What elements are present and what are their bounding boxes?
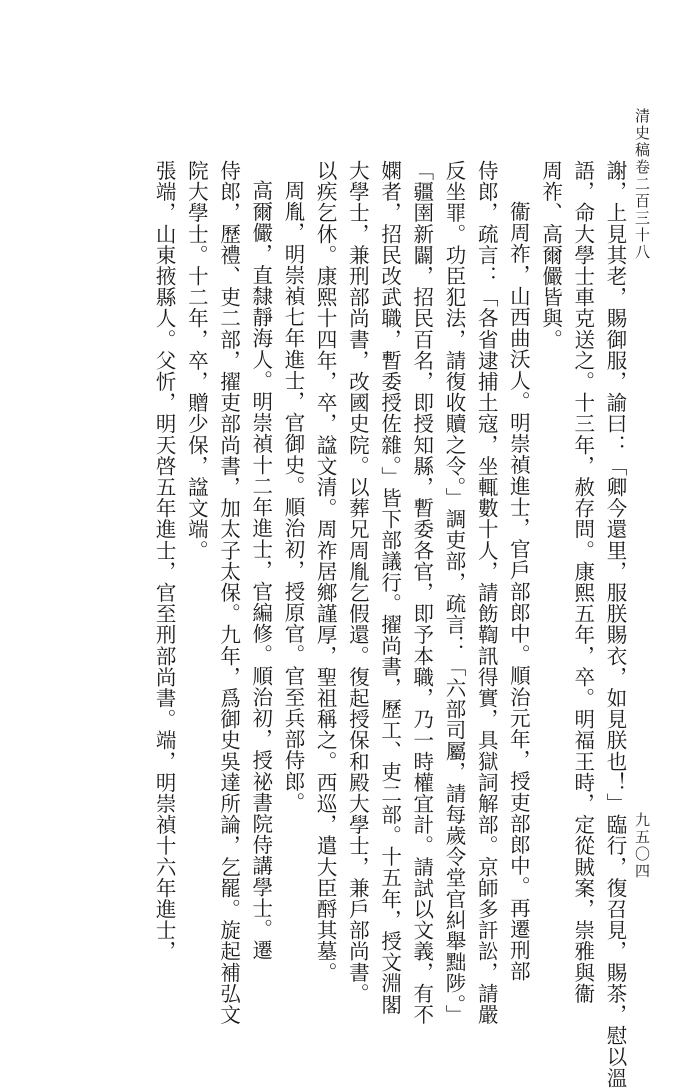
text-column: 張端，山東掖縣人。父忻，明天啓五年進士，官至刑部尚書。端，明崇禎十六年進士， [152,160,177,962]
text-column: 衞周祚，山西曲沃人。明崇禎進士，官戶部郎中。順治元年，授吏部郎中。再遷刑部 [506,201,531,982]
text-column: 以疾乞休。康熙十四年，卒，諡文清。周祚居鄉謹厚，聖祖稱之。西巡，遣大臣酹其墓。 [313,160,338,983]
text-column: 嫻者，招民改武職，暫委授佐雜。」皆下部議行。擢尚書，歷工、吏二部。十五年，授文淵閣 [377,160,402,1015]
page-number: 九五〇四 [633,812,651,880]
text-column: 高爾儼，直隸靜海人。明崇禎十二年進士，官編修。順治初，授祕書院侍講學士。遷 [248,180,273,961]
text-column: 大學士，兼刑部尚書，改國史院。以葬兄周胤乞假還。復起授保和殿大學士，兼戶部尚書。 [345,160,370,1004]
text-column: 院大學士。十二年，卒，贈少保，諡文端。 [184,160,209,561]
text-column: 侍郎，歷禮、吏二部，擢吏部尚書，加太子太保。九年，爲御史吳達所論，乞罷。旋起補弘文 [216,160,241,1026]
text-column: 周祚、高爾儼皆與。 [538,160,563,350]
text-column: 謝，上見其老，賜御服，諭曰：「卿今還里，服朕賜衣，如見朕也！」臨行，復召見，賜茶，慰以溫 [603,160,627,1088]
text-column: 侍郎，疏言：「各省逮捕土寇，坐輒數十人，請飭鞫訊得實，具獄詞解部。京師多訐訟，請嚴 [474,160,499,1026]
vertical-text-body [148,160,631,1088]
text-column: 語，命大學士車克送之。十三年，赦存問。康熙五年，卒。明福王時，定從賊案，崇雅與衞 [570,160,595,1004]
running-header-title: 清史稿卷二百三十八 [633,108,651,261]
text-column: 反坐罪。功臣犯法，請復收贖之令。」調吏部，疏言：「六部司屬，請每歲令堂官糾舉黜陟。」 [441,160,466,1026]
text-column: 周胤，明崇禎七年進士，官御史。順治初，授原官。官至兵部侍郎。 [280,180,305,813]
text-column: 「疆圉新闢，招民百名，即授知縣，暫委各官，即予本職，乃一時權宜計。請試以文義，有不 [409,160,434,1026]
